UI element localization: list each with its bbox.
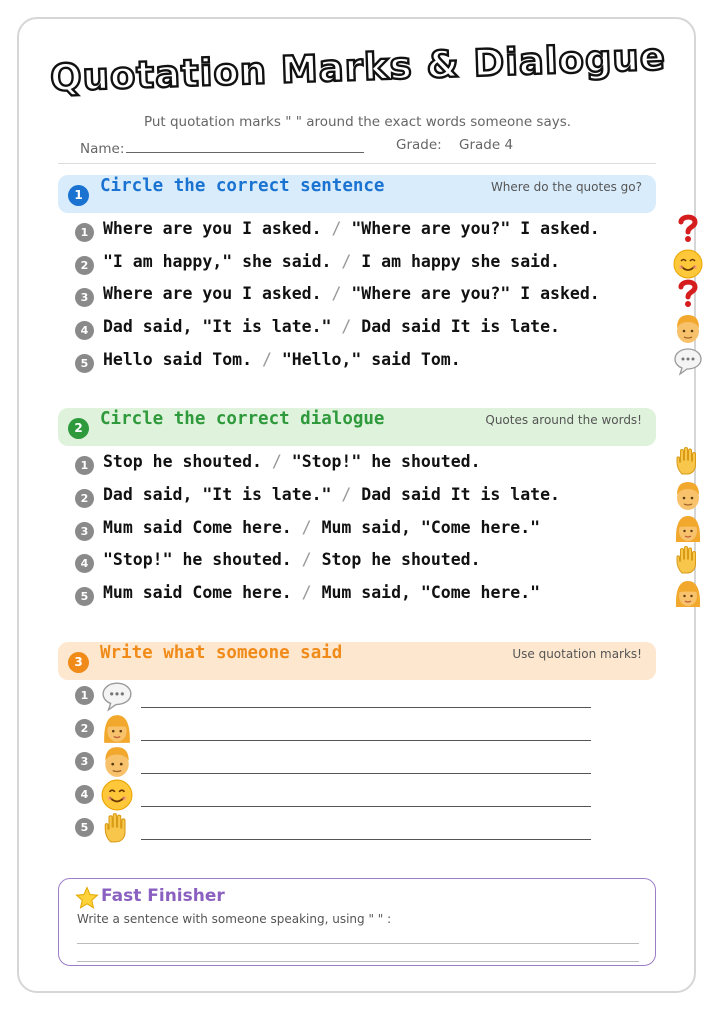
question-number: 4 xyxy=(75,785,94,804)
choice-a[interactable]: Where are you I asked. xyxy=(103,284,322,303)
choice-separator: / xyxy=(291,583,322,602)
sentence-choices xyxy=(103,284,600,303)
header-divider xyxy=(58,163,656,164)
speech-bubble-icon xyxy=(101,680,133,712)
writing-row xyxy=(75,781,595,811)
page-title: Quotation Marks & Dialogue xyxy=(48,35,667,100)
smiling-face-icon xyxy=(101,779,133,811)
section-hint: Quotes around the words! xyxy=(485,413,642,427)
man-face-icon xyxy=(673,481,703,511)
woman-face-icon xyxy=(673,514,703,544)
raised-hand-icon xyxy=(673,446,703,476)
question-row xyxy=(75,219,635,245)
fast-finisher-box xyxy=(58,878,656,966)
choice-a[interactable]: Mum said Come here. xyxy=(103,518,292,537)
choice-a[interactable]: Where are you I asked. xyxy=(103,219,322,238)
choice-b[interactable]: "Hello," said Tom. xyxy=(281,350,461,369)
sentence-choices xyxy=(103,550,481,569)
section-hint: Use quotation marks! xyxy=(512,647,642,661)
question-number: 1 xyxy=(75,686,94,705)
question-row xyxy=(75,583,635,609)
raised-hand-icon xyxy=(101,812,133,844)
question-row xyxy=(75,452,635,478)
writing-line[interactable] xyxy=(141,707,591,708)
choice-b[interactable]: Mum said, "Come here." xyxy=(321,518,541,537)
question-row xyxy=(75,518,635,544)
sentence-choices xyxy=(103,252,560,271)
question-number: 2 xyxy=(75,719,94,738)
woman-face-icon xyxy=(673,579,703,609)
choice-separator: / xyxy=(321,284,352,303)
choice-a[interactable]: Mum said Come here. xyxy=(103,583,292,602)
fast-finisher-prompt: Write a sentence with someone speaking, using " " : xyxy=(77,912,392,926)
question-row xyxy=(75,550,635,576)
star-icon xyxy=(75,886,99,910)
choice-separator: / xyxy=(321,219,352,238)
question-number: 1 xyxy=(75,456,94,475)
smiling-face-icon xyxy=(673,249,703,279)
question-row xyxy=(75,317,635,343)
grade-value: Grade 4 xyxy=(459,137,514,153)
sentence-choices xyxy=(103,485,560,504)
fast-finisher-title: Fast Finisher xyxy=(101,886,225,906)
section-3-header xyxy=(58,642,656,680)
section-1-header xyxy=(58,175,656,213)
question-number: 4 xyxy=(75,554,94,573)
grade-label: Grade: xyxy=(396,137,442,153)
question-row xyxy=(75,485,635,511)
question-row xyxy=(75,284,635,310)
sentence-choices xyxy=(103,583,540,602)
choice-a[interactable]: Dad said, "It is late." xyxy=(103,317,332,336)
choice-a[interactable]: "Stop!" he shouted. xyxy=(103,550,292,569)
section-title: Write what someone said xyxy=(100,643,343,663)
choice-separator: / xyxy=(331,252,362,271)
sentence-choices xyxy=(103,518,540,537)
instructions: Put quotation marks " " around the exact words someone says. xyxy=(143,114,572,130)
writing-line[interactable] xyxy=(141,773,591,774)
writing-line[interactable] xyxy=(141,806,591,807)
writing-line[interactable] xyxy=(77,961,639,962)
name-label: Name: xyxy=(80,141,125,157)
choice-b[interactable]: "Stop!" he shouted. xyxy=(291,452,481,471)
section-number: 2 xyxy=(68,418,89,439)
choice-a[interactable]: "I am happy," she said. xyxy=(103,252,332,271)
speech-bubble-icon xyxy=(673,346,703,376)
writing-row xyxy=(75,715,595,745)
sentence-choices xyxy=(103,317,560,336)
man-face-icon xyxy=(673,314,703,344)
choice-a[interactable]: Dad said, "It is late." xyxy=(103,485,332,504)
writing-row xyxy=(75,748,595,778)
writing-row xyxy=(75,814,595,844)
name-field[interactable] xyxy=(80,137,364,157)
choice-a[interactable]: Hello said Tom. xyxy=(103,350,253,369)
choice-separator: / xyxy=(331,485,362,504)
section-hint: Where do the quotes go? xyxy=(490,180,642,194)
question-number: 5 xyxy=(75,354,94,373)
choice-b[interactable]: "Where are you?" I asked. xyxy=(351,284,600,303)
question-number: 2 xyxy=(75,489,94,508)
name-line[interactable] xyxy=(126,137,364,153)
choice-b[interactable]: I am happy she said. xyxy=(361,252,560,271)
writing-line[interactable] xyxy=(77,943,639,944)
question-number: 2 xyxy=(75,256,94,275)
writing-line[interactable] xyxy=(141,839,591,840)
woman-face-icon xyxy=(101,713,133,745)
choice-separator: / xyxy=(291,518,322,537)
choice-b[interactable]: Stop he shouted. xyxy=(321,550,481,569)
question-row xyxy=(75,350,635,376)
question-number: 3 xyxy=(75,288,94,307)
question-mark-icon xyxy=(673,213,703,243)
choice-a[interactable]: Stop he shouted. xyxy=(103,452,262,471)
writing-line[interactable] xyxy=(141,740,591,741)
question-number: 5 xyxy=(75,587,94,606)
question-number: 3 xyxy=(75,752,94,771)
choice-separator: / xyxy=(261,452,292,471)
question-row xyxy=(75,252,635,278)
choice-separator: / xyxy=(291,550,322,569)
choice-b[interactable]: Mum said, "Come here." xyxy=(321,583,541,602)
man-face-icon xyxy=(101,746,133,778)
choice-separator: / xyxy=(331,317,362,336)
section-number: 1 xyxy=(68,185,89,206)
sentence-choices xyxy=(103,452,481,471)
sentence-choices xyxy=(103,219,600,238)
question-number: 4 xyxy=(75,321,94,340)
section-2-header xyxy=(58,408,656,446)
choice-b[interactable]: Dad said It is late. xyxy=(361,317,560,336)
question-mark-icon xyxy=(673,278,703,308)
section-title: Circle the correct sentence xyxy=(100,176,385,196)
question-number: 5 xyxy=(75,818,94,837)
sentence-choices xyxy=(103,350,461,369)
section-title: Circle the correct dialogue xyxy=(100,409,385,429)
writing-row xyxy=(75,682,595,712)
choice-b[interactable]: Dad said It is late. xyxy=(361,485,560,504)
choice-separator: / xyxy=(252,350,282,369)
section-number: 3 xyxy=(68,652,89,673)
question-number: 1 xyxy=(75,223,94,242)
choice-b[interactable]: "Where are you?" I asked. xyxy=(351,219,600,238)
question-number: 3 xyxy=(75,522,94,541)
raised-hand-icon xyxy=(673,545,703,575)
